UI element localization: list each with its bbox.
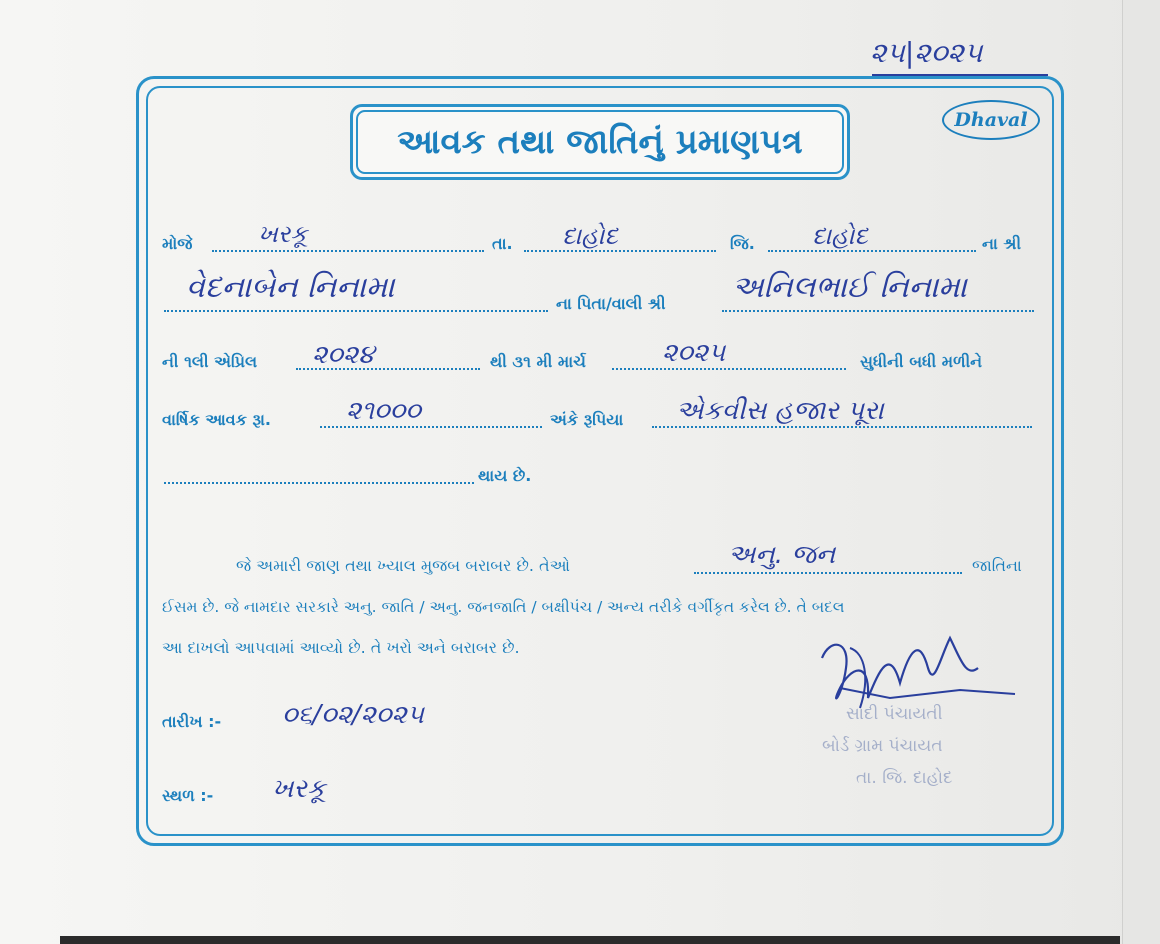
value-place: ખરકૂ bbox=[272, 774, 326, 804]
dots-father bbox=[722, 310, 1034, 312]
brand-logo: Dhaval bbox=[942, 100, 1040, 140]
label-date: તારીખ :- bbox=[162, 712, 222, 731]
value-village: ખરકૂ bbox=[258, 220, 308, 248]
stamp-line3: તા. જિ. દાહોદ bbox=[856, 768, 953, 788]
label-taluka: તા. bbox=[492, 234, 513, 253]
dots-name bbox=[164, 310, 548, 312]
value-income-words: એકવીસ હજાર પૂરા bbox=[676, 396, 884, 426]
label-april: ની ૧લી એપ્રિલ bbox=[162, 352, 258, 371]
value-name: વેદનાબેન નિનામા bbox=[186, 270, 395, 305]
signature bbox=[810, 628, 1030, 728]
dots-district bbox=[768, 250, 976, 252]
label-district: જિ. bbox=[730, 234, 755, 253]
label-thay-chhe: થાય છે. bbox=[478, 466, 532, 485]
value-to-year: ૨૦૨૫ bbox=[662, 338, 726, 368]
value-father: અનિલભાઈ નિનામા bbox=[732, 270, 967, 305]
label-moje: મોજે bbox=[162, 234, 193, 253]
label-sudhini: સુધીની બધી મળીને bbox=[860, 352, 983, 371]
label-na-shri: ના શ્રી bbox=[982, 234, 1022, 253]
label-in-words: અંકે રૂપિયા bbox=[550, 410, 624, 429]
paper-edge bbox=[1122, 0, 1160, 944]
value-from-year: ૨૦૨૪ bbox=[312, 340, 375, 370]
dots-to-year bbox=[612, 368, 846, 370]
para-line1-b: જાતિના bbox=[972, 556, 1022, 575]
label-father: ના પિતા/વાલી શ્રી bbox=[556, 294, 666, 313]
value-taluka: દાહોદ bbox=[562, 222, 618, 250]
label-annual-income: વાર્ષિક આવક રૂા. bbox=[162, 410, 272, 429]
label-march: થી ૩૧ મી માર્ચ bbox=[490, 352, 586, 371]
para-line1-a: જે અમારી જાણ તથા ખ્યાલ મુજબ બરાબર છે. તેઓ bbox=[236, 556, 570, 575]
stamp-line2: બોર્ડ ગ્રામ પંચાયત bbox=[822, 736, 943, 756]
dots-taluka bbox=[524, 250, 716, 252]
value-district: દાહોદ bbox=[812, 222, 868, 250]
certificate-title: આવક તથા જાતિનું પ્રમાણપત્ર bbox=[397, 122, 803, 162]
dots-village bbox=[212, 250, 484, 252]
label-place: સ્થળ :- bbox=[162, 786, 214, 805]
value-caste: અનુ. જન bbox=[728, 540, 836, 570]
para-line2: ઈસમ છે. જે નામદાર સરકારે અનુ. જાતિ / અનુ. જનજાતિ / બક્ષીપંચ / અન્ય તરીકે વર્ગીકૃત કરેલ છે. તે બદલ bbox=[162, 598, 845, 616]
dots-blank-line bbox=[164, 482, 474, 484]
para-line3: આ દાખલો આપવામાં આવ્યો છે. તે ખરો અને બરાબર છે. bbox=[162, 638, 520, 657]
top-reference-number: ૨૫|૨૦૨૫ bbox=[870, 36, 983, 69]
value-date: ૦૬/૦૨/૨૦૨૫ bbox=[282, 700, 424, 730]
dots-caste bbox=[694, 572, 962, 574]
value-income-digits: ૨૧૦૦૦ bbox=[346, 396, 421, 426]
stamp-line1: સાદી પંચાયતી bbox=[846, 704, 943, 724]
scan-bottom-edge bbox=[60, 936, 1120, 944]
